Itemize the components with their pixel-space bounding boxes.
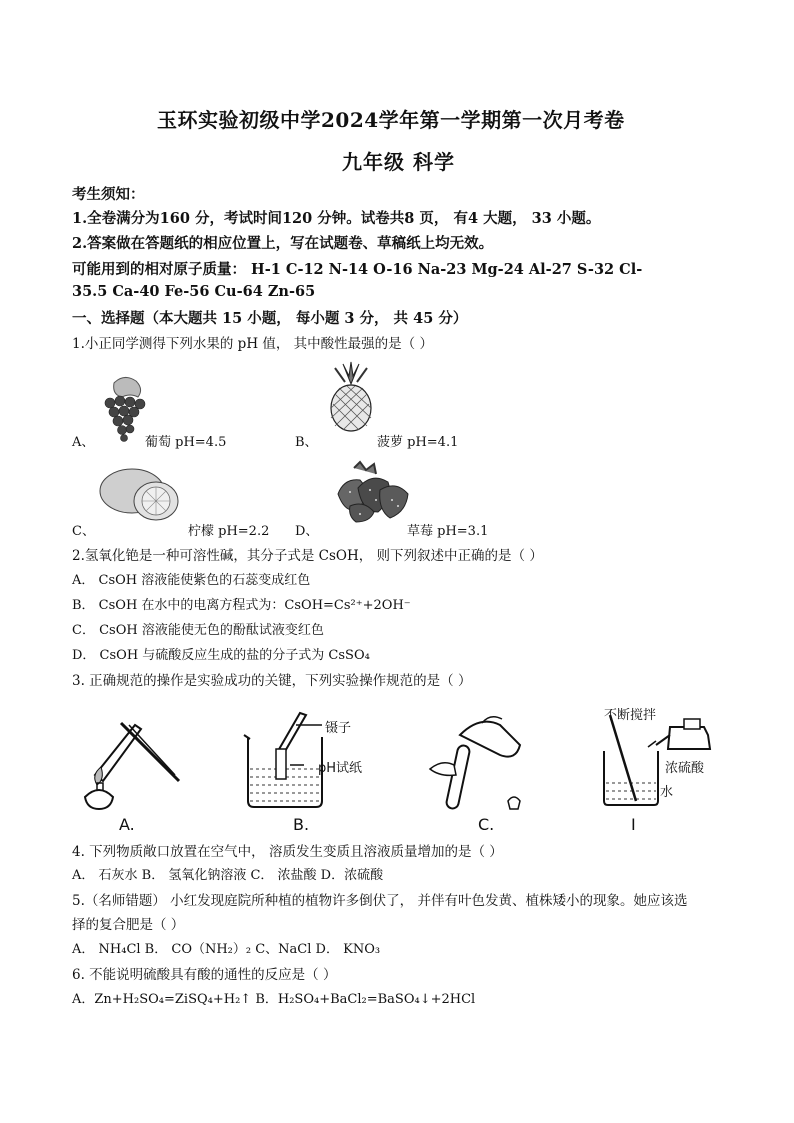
- q3-option-c-label: C.: [478, 815, 495, 834]
- q3-water-label: 水: [660, 785, 674, 800]
- q6-stem: 6. 不能说明硫酸具有酸的通性的反应是（ ）: [72, 967, 337, 983]
- lab-ph-paper-icon: [240, 705, 330, 815]
- atomic-mass-line-2: 35.5 Ca-40 Fe-56 Cu-64 Zn-65: [72, 283, 316, 300]
- q4-stem: 4. 下列物质敞口放置在空气中， 溶质发生变质且溶液质量增加的是（ ）: [72, 844, 503, 860]
- grapes-icon: [100, 373, 150, 443]
- q2-option-b: B． CsOH 在水中的电离方程式为：CsOH=Cs²⁺+2OH⁻: [72, 598, 411, 613]
- strawberry-icon: [330, 460, 412, 524]
- q5-stem-line-2: 择的复合肥是（ ）: [72, 917, 185, 933]
- lab-heating-tube-icon: [75, 705, 185, 815]
- q1-option-a-text: 葡萄 pH=4.5: [145, 435, 227, 450]
- q3-option-b-label: B.: [293, 815, 310, 834]
- exam-title: 玉环实验初级中学2024学年第一学期第一次月考卷: [157, 108, 625, 132]
- q1-option-c-text: 柠檬 pH=2.2: [188, 524, 270, 539]
- q5-options: A． NH₄Cl B． CO（NH₂）₂ C、NaCl D． KNO₃: [72, 942, 381, 957]
- q3-acid-label: 浓硫酸: [665, 761, 705, 776]
- q5-stem-line-1: 5.（名师错题） 小红发现庭院所种植的植物许多倒伏了， 并伴有叶色发黄、植株矮小的现象。她应该选: [72, 893, 688, 909]
- q3-tweezers-label: 镊子: [325, 721, 352, 736]
- exam-subtitle: 九年级 科学: [342, 150, 455, 174]
- q1-option-b-text: 菠萝 pH=4.1: [377, 435, 459, 450]
- q2-option-a: A． CsOH 溶液能使紫色的石蕊变成红色: [72, 573, 311, 588]
- notes-line-1: 1.全卷满分为160 分，考试时间120 分钟。试卷共8 页， 有4 大题， 33 小题。: [72, 210, 601, 227]
- q3-stem: 3. 正确规范的操作是实验成功的关键，下列实验操作规范的是（ ）: [72, 673, 472, 689]
- pineapple-icon: [325, 362, 377, 432]
- q2-stem: 2.氢氧化铯是一种可溶性碱，其分子式是 CsOH， 则下列叙述中正确的是（ ）: [72, 548, 543, 564]
- q2-option-d: D． CsOH 与硫酸反应生成的盐的分子式为 CsSO₄: [72, 648, 370, 663]
- q4-options: A． 石灰水 B． 氢氧化钠溶液 C． 浓盐酸 D．浓硫酸: [72, 868, 384, 883]
- lemon-icon: [98, 465, 182, 525]
- q1-option-a-letter: A、: [72, 435, 95, 450]
- q3-option-d-label: I: [631, 815, 636, 834]
- q2-option-c: C． CsOH 溶液能使无色的酚酞试液变红色: [72, 623, 324, 638]
- q6-options: A．Zn+H₂SO₄=ZiSQ₄+H₂↑ B．H₂SO₄+BaCl₂=BaSO₄↓+2HCl: [72, 992, 476, 1007]
- section-1-heading: 一、选择题（本大题共 15 小题， 每小题 3 分， 共 45 分）: [72, 310, 468, 327]
- lab-pouring-icon: [420, 705, 530, 815]
- q1-option-c-letter: C、: [72, 524, 95, 539]
- q1-option-b-letter: B、: [295, 435, 318, 450]
- q1-option-d-text: 草莓 pH=3.1: [407, 524, 489, 539]
- q3-stir-label: 不断搅拌: [604, 708, 657, 723]
- atomic-mass-line-1: 可能用到的相对原子质量： H-1 C-12 N-14 O-16 Na-23 Mg-24 Al-27 S-32 Cl-: [72, 261, 643, 278]
- q1-option-d-letter: D、: [295, 524, 319, 539]
- q3-option-a-label: A.: [119, 815, 135, 834]
- q1-stem: 1.小正同学测得下列水果的 pH 值， 其中酸性最强的是（ ）: [72, 336, 433, 352]
- q3-ph-paper-label: pH试纸: [318, 761, 363, 776]
- notes-line-2: 2.答案做在答题纸的相应位置上，写在试题卷、草稿纸上均无效。: [72, 235, 494, 252]
- notes-heading: 考生须知：: [72, 186, 145, 203]
